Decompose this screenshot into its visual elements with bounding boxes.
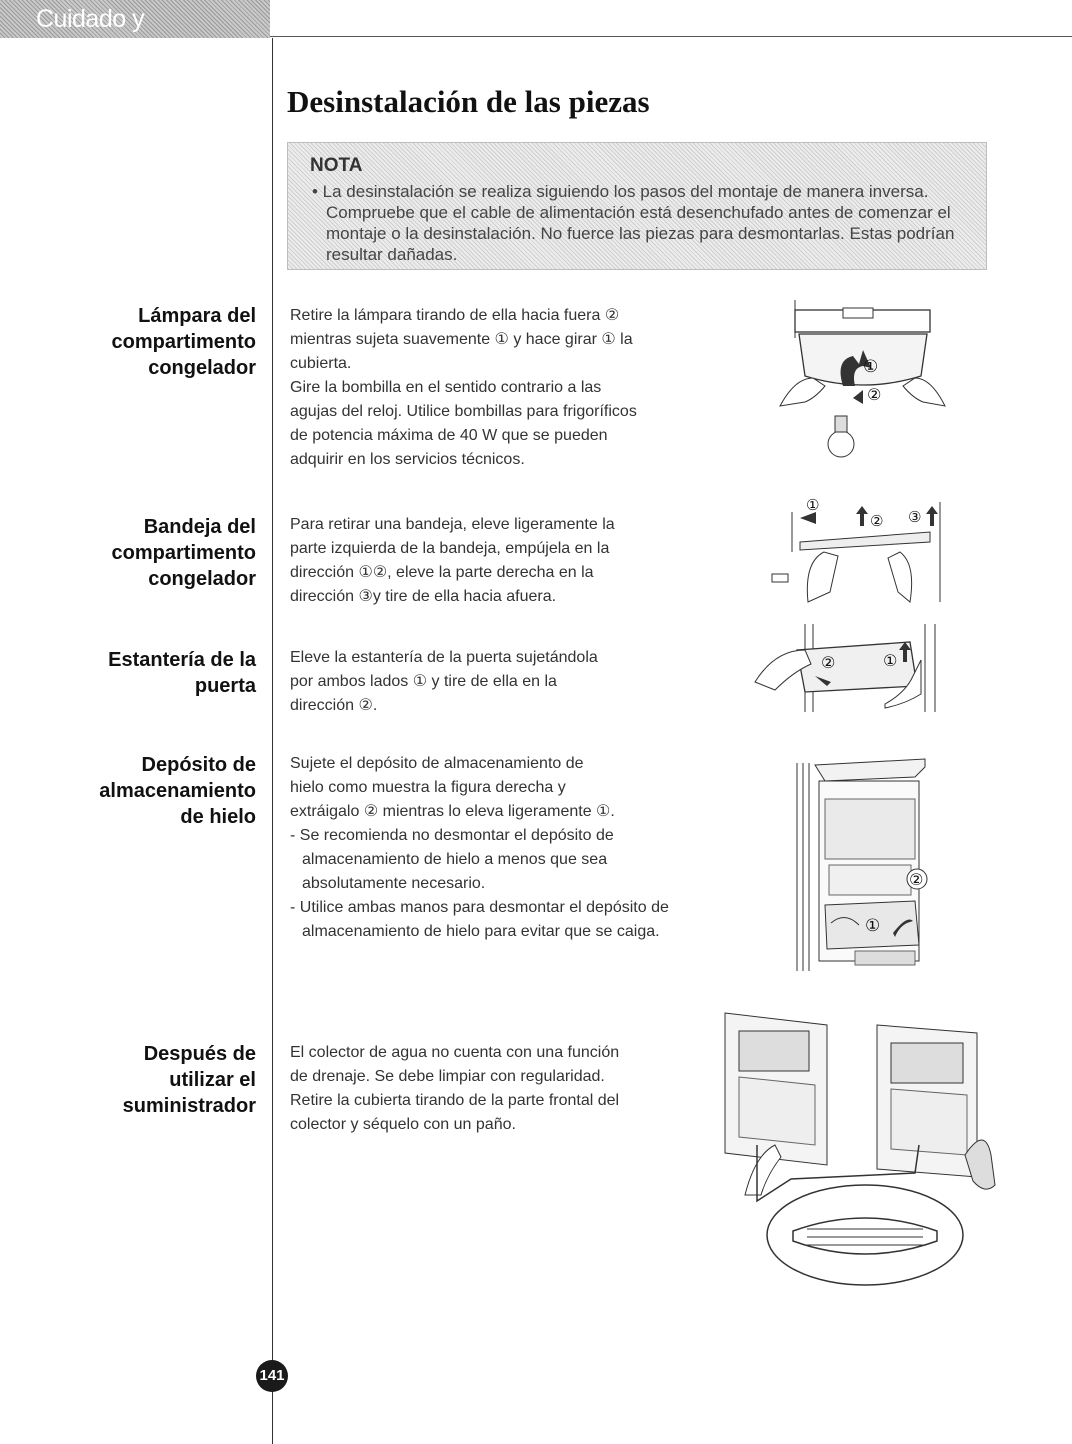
figure-mark: ②	[909, 870, 924, 889]
section-text-door-shelf	[290, 646, 685, 718]
section-text-tray	[290, 513, 685, 609]
text-line: extráigalo ② mientras lo eleva ligeramente ①.	[290, 803, 615, 820]
section-tab: Cuidado y mantenimiento	[0, 0, 270, 38]
ice-bin-illustration	[795, 755, 945, 975]
label-line: Estantería de la	[108, 649, 256, 671]
text-line: por ambos lados ① y tire de ella en la	[290, 673, 557, 690]
figure-mark: ②	[870, 512, 884, 530]
label-line: congelador	[148, 357, 256, 379]
text-line: El colector de agua no cuenta con una función	[290, 1044, 620, 1061]
text-line: Gire la bombilla en el sentido contrario a las	[290, 379, 602, 396]
label-line: compartimento	[111, 542, 256, 564]
bullet-item: - Se recomienda no desmontar el depósito de almacenamiento de hielo a menos que sea absolutamente necesario.	[290, 827, 614, 892]
dispenser-illustration	[715, 1005, 1015, 1305]
text-line: Eleve la estantería de la puerta sujetándola	[290, 649, 598, 666]
text-line: Para retirar una bandeja, eleve ligeramente la	[290, 516, 615, 533]
section-label-lamp	[112, 303, 256, 381]
section-label-door-shelf	[108, 647, 256, 699]
text-line: cubierta.	[290, 355, 352, 372]
section-text-lamp	[290, 304, 685, 472]
label-line: compartimento	[111, 331, 256, 353]
label-line: Después de	[143, 1043, 256, 1065]
figure-mark: ①	[863, 357, 879, 377]
page-title: Desinstalación de las piezas	[287, 84, 650, 119]
text-line: dirección ①②, eleve la parte derecha en la	[290, 564, 594, 581]
figure-mark: ②	[867, 385, 882, 404]
text-line: adquirir en los servicios técnicos.	[290, 451, 525, 468]
note-title: NOTA	[310, 155, 363, 176]
label-line: suministrador	[122, 1095, 256, 1117]
text-line: colector y séquelo con un paño.	[290, 1116, 516, 1133]
label-line: de hielo	[180, 806, 256, 828]
figure-mark: ②	[821, 653, 836, 672]
text-line: dirección ③y tire de ella hacia afuera.	[290, 588, 557, 605]
page-number: 141	[256, 1360, 288, 1392]
label-line: Lámpara del	[138, 305, 256, 327]
lamp-illustration	[735, 298, 965, 468]
door-shelf-illustration	[735, 620, 945, 715]
label-line: congelador	[148, 568, 256, 590]
figure-mark: ①	[883, 651, 898, 670]
section-text-dispenser	[290, 1041, 685, 1137]
note-text: • La desinstalación se realiza siguiendo los pasos del montaje de manera inversa. Compruebe que el cable de alimentación está desenchufado antes de comenzar el montaje o la desinstalación. No fuerce las piezas para desmontarlas. Estas podrían resultar dañadas.	[312, 182, 955, 264]
figure-mark: ①	[806, 496, 820, 514]
label-line: utilizar el	[169, 1069, 256, 1091]
text-line: mientras sujeta suavemente ① y hace girar ① la	[290, 331, 633, 348]
text-line: Sujete el depósito de almacenamiento de	[290, 755, 584, 772]
text-line: Retire la lámpara tirando de ella hacia fuera ②	[290, 307, 620, 324]
text-line: Retire la cubierta tirando de la parte frontal del	[290, 1092, 620, 1109]
figure-mark: ③	[908, 508, 922, 526]
header-rule	[270, 36, 1072, 37]
label-line: puerta	[194, 675, 256, 697]
section-label-ice-bin	[99, 752, 256, 830]
text-line: de drenaje. Se debe limpiar con regularidad.	[290, 1068, 605, 1085]
text-line: dirección ②.	[290, 697, 378, 714]
label-line: Depósito de	[141, 754, 256, 776]
section-label-tray	[112, 514, 256, 592]
label-line: Bandeja del	[143, 516, 256, 538]
text-line: agujas del reloj. Utilice bombillas para frigoríficos	[290, 403, 637, 420]
section-label-dispenser	[123, 1041, 256, 1119]
vertical-rule	[272, 38, 273, 1444]
figure-mark: ①	[865, 916, 881, 936]
bullet-item: - Utilice ambas manos para desmontar el depósito de almacenamiento de hielo para evitar que se caiga.	[290, 899, 669, 940]
tray-illustration	[760, 492, 950, 612]
section-text-ice-bin	[290, 752, 685, 944]
note-box	[287, 142, 987, 270]
text-line: hielo como muestra la figura derecha y	[290, 779, 566, 796]
text-line: de potencia máxima de 40 W que se pueden	[290, 427, 608, 444]
text-line: parte izquierda de la bandeja, empújela en la	[290, 540, 610, 557]
label-line: almacenamiento	[99, 780, 256, 802]
